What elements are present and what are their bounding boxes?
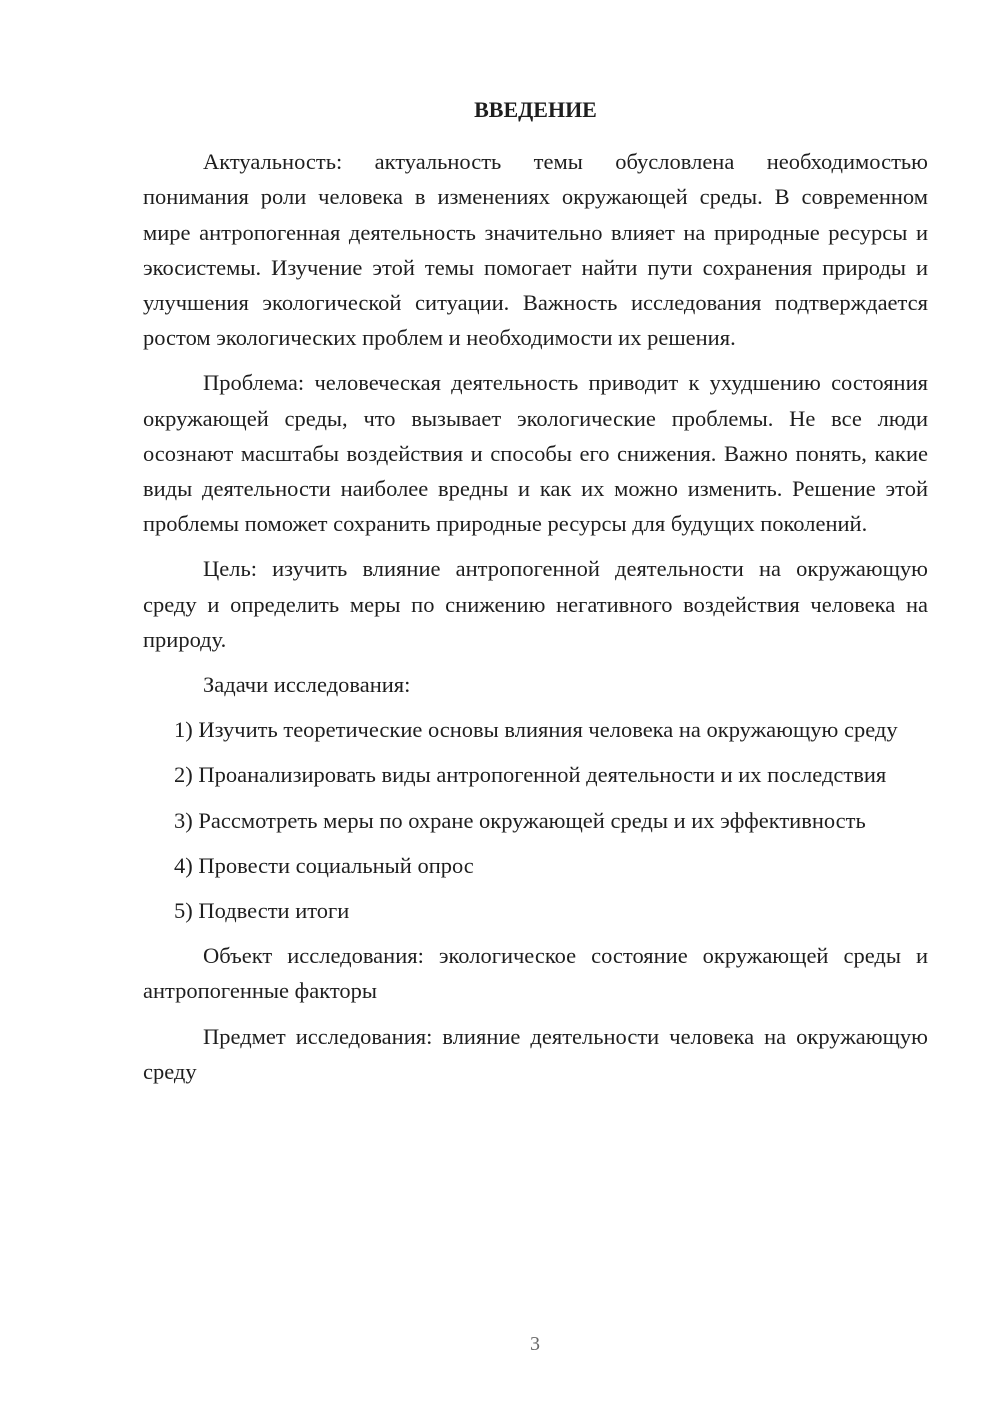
task-item-2: 2) Проанализировать виды антропогенной деятельности и их последствия <box>174 762 887 788</box>
subject-paragraph: Предмет исследования: влияние деятельности человека на окружающую среду <box>143 1023 928 1084</box>
page-content <box>143 92 928 1099</box>
page-number: 3 <box>530 1333 540 1355</box>
tasks-heading: Задачи исследования: <box>203 672 411 698</box>
relevance-paragraph: Актуальность: актуальность темы обусловлена необходимостью понимания роли человека в изменениях окружающей среды. В современном мире антропогенная деятельность значительно влияет на природные ресурсы и экосистемы. Изучение этой темы помогает найти пути сохранения природы и улучшения экологической ситуации. Важность исследования подтверждается ростом экологических проблем и необходимости их решения. <box>143 149 928 351</box>
object-paragraph: Объект исследования: экологическое состояние окружающей среды и антропогенные факторы <box>143 943 928 1004</box>
task-item-1: 1) Изучить теоретические основы влияния человека на окружающую среду <box>174 717 898 743</box>
problem-paragraph: Проблема: человеческая деятельность приводит к ухудшению состояния окружающей среды, что вызывает экологические проблемы. Не все люди осознают масштабы воздействия и способы его снижения. Важно понять, какие виды деятельности наиболее вредны и как их можно изменить. Решение этой проблемы поможет сохранить природные ресурсы для будущих поколений. <box>143 370 928 537</box>
task-item-3: 3) Рассмотреть меры по охране окружающей среды и их эффективность <box>174 807 866 833</box>
goal-paragraph: Цель: изучить влияние антропогенной деятельности на окружающую среду и определить меры по снижению негативного воздействия человека на природу. <box>143 556 928 652</box>
task-item-5: 5) Подвести итоги <box>174 898 350 924</box>
task-item-4: 4) Провести социальный опрос <box>174 852 474 878</box>
page-title: ВВЕДЕНИЕ <box>474 97 597 122</box>
